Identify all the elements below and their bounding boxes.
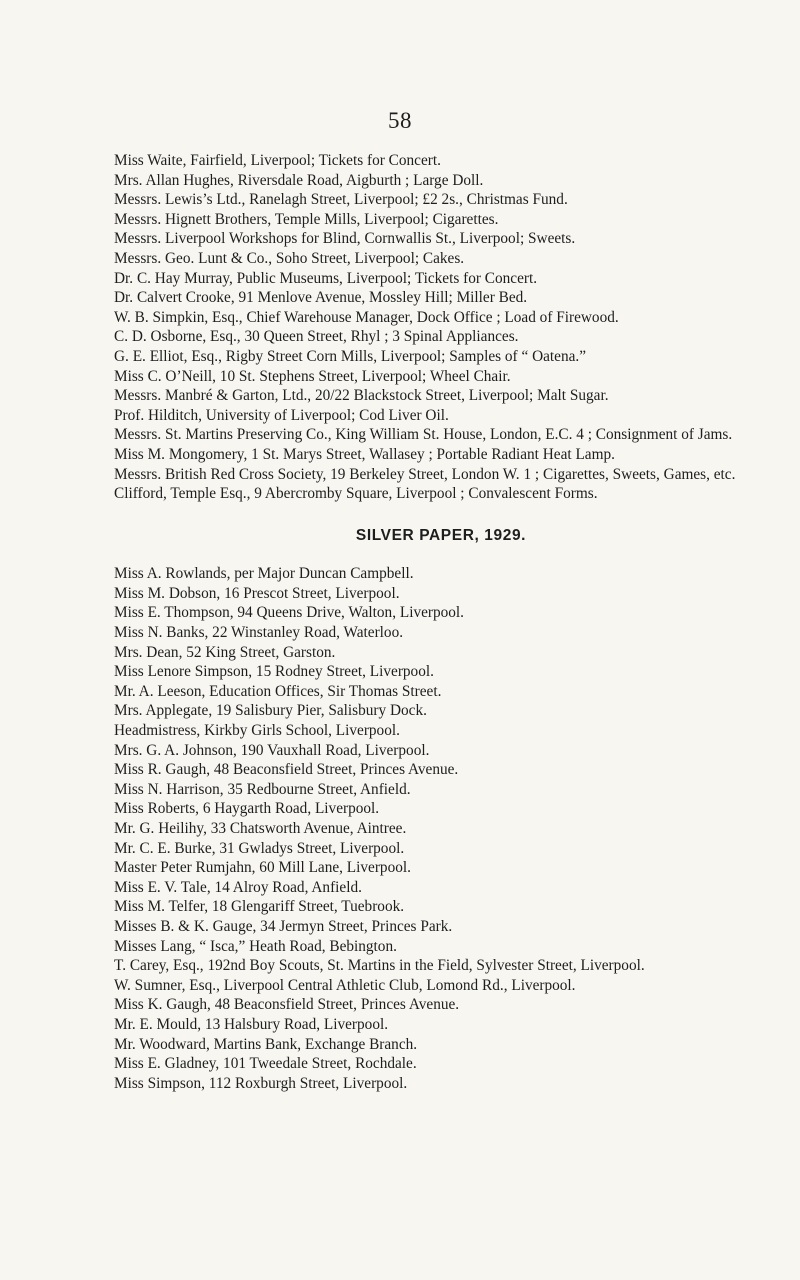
donation-entry: Miss C. O’Neill, 10 St. Stephens Street, Liverpool; Wheel Chair. bbox=[114, 367, 511, 385]
donation-entry: Clifford, Temple Esq., 9 Abercromby Square, Liverpool ; Convalescent Forms. bbox=[114, 485, 598, 503]
silver-paper-entry: Miss M. Dobson, 16 Prescot Street, Liverpool. bbox=[114, 584, 400, 602]
donation-entry: C. D. Osborne, Esq., 30 Queen Street, Rhyl ; 3 Spinal Appliances. bbox=[114, 328, 519, 346]
donation-entry: Messrs. Manbré & Garton, Ltd., 20/22 Blackstock Street, Liverpool; Malt Sugar. bbox=[114, 387, 609, 405]
silver-paper-entry: Mrs. G. A. Johnson, 190 Vauxhall Road, Liverpool. bbox=[114, 741, 430, 759]
silver-paper-entry: Master Peter Rumjahn, 60 Mill Lane, Liverpool. bbox=[114, 859, 411, 877]
donation-entry: Mrs. Allan Hughes, Riversdale Road, Aigburth ; Large Doll. bbox=[114, 171, 484, 189]
silver-paper-entry: Misses B. & K. Gauge, 34 Jermyn Street, Princes Park. bbox=[114, 917, 453, 935]
donation-entry: Miss Waite, Fairfield, Liverpool; Tickets for Concert. bbox=[114, 152, 441, 169]
silver-paper-entry: Miss A. Rowlands, per Major Duncan Campbell. bbox=[114, 565, 414, 583]
silver-paper-entry: Miss R. Gaugh, 48 Beaconsfield Street, Princes Avenue. bbox=[114, 761, 459, 779]
donation-entry: W. B. Simpkin, Esq., Chief Warehouse Manager, Dock Office ; Load of Firewood. bbox=[114, 308, 619, 326]
silver-paper-entry: Mr. G. Heilihy, 33 Chatsworth Avenue, Aintree. bbox=[114, 820, 407, 837]
silver-paper-entry: Miss Lenore Simpson, 15 Rodney Street, Liverpool. bbox=[114, 663, 434, 681]
donation-entry: Messrs. Hignett Brothers, Temple Mills, Liverpool; Cigarettes. bbox=[114, 210, 499, 228]
silver-paper-entry: Misses Lang, “ Isca,” Heath Road, Bebington. bbox=[114, 937, 397, 955]
silver-paper-entry: T. Carey, Esq., 192nd Boy Scouts, St. Martins in the Field, Sylvester Street, Liverpool. bbox=[114, 957, 645, 975]
donation-entry: G. E. Elliot, Esq., Rigby Street Corn Mills, Liverpool; Samples of “ Oatena.” bbox=[114, 347, 587, 365]
silver-paper-entry: Mrs. Dean, 52 King Street, Garston. bbox=[114, 643, 336, 661]
donation-entry: Messrs. Geo. Lunt & Co., Soho Street, Liverpool; Cakes. bbox=[114, 249, 465, 267]
silver-paper-entry: Mr. Woodward, Martins Bank, Exchange Branch. bbox=[114, 1035, 418, 1053]
donation-entry: Dr. Calvert Crooke, 91 Menlove Avenue, Mossley Hill; Miller Bed. bbox=[114, 289, 528, 307]
donation-entry: Prof. Hilditch, University of Liverpool; Cod Liver Oil. bbox=[114, 406, 449, 424]
donation-entry: Messrs. Lewis’s Ltd., Ranelagh Street, Liverpool; £2 2s., Christmas Fund. bbox=[114, 191, 568, 209]
donations-list bbox=[114, 151, 768, 504]
silver-paper-entry: Mr. E. Mould, 13 Halsbury Road, Liverpool. bbox=[114, 1015, 389, 1033]
document-body bbox=[114, 151, 768, 1093]
silver-paper-entry: Miss N. Banks, 22 Winstanley Road, Waterloo. bbox=[114, 624, 404, 642]
silver-paper-entry: W. Sumner, Esq., Liverpool Central Athletic Club, Lomond Rd., Liverpool. bbox=[114, 976, 576, 994]
silver-paper-entry: Miss E. Gladney, 101 Tweedale Street, Rochdale. bbox=[114, 1055, 417, 1073]
donation-entry: Dr. C. Hay Murray, Public Museums, Liverpool; Tickets for Concert. bbox=[114, 269, 538, 287]
donation-entry: Messrs. British Red Cross Society, 19 Berkeley Street, London W. 1 ; Cigarettes, Sweets, Games, etc. bbox=[114, 465, 736, 483]
silver-paper-entry: Miss N. Harrison, 35 Redbourne Street, Anfield. bbox=[114, 780, 411, 798]
silver-paper-entry: Mr. A. Leeson, Education Offices, Sir Thomas Street. bbox=[114, 682, 442, 700]
silver-paper-entry: Miss E. V. Tale, 14 Alroy Road, Anfield. bbox=[114, 878, 362, 896]
donation-entry: Miss M. Mongomery, 1 St. Marys Street, Wallasey ; Portable Radiant Heat Lamp. bbox=[114, 445, 615, 463]
silver-paper-entry: Miss Simpson, 112 Roxburgh Street, Liverpool. bbox=[114, 1074, 408, 1092]
silver-paper-entry: Mrs. Applegate, 19 Salisbury Pier, Salisbury Dock. bbox=[114, 702, 427, 720]
silver-paper-list bbox=[114, 564, 768, 1093]
silver-paper-entry: Miss E. Thompson, 94 Queens Drive, Walton, Liverpool. bbox=[114, 604, 464, 622]
section-heading: SILVER PAPER, 1929. bbox=[355, 526, 527, 544]
silver-paper-entry: Miss K. Gaugh, 48 Beaconsfield Street, Princes Avenue. bbox=[114, 996, 460, 1014]
page-number: 58 bbox=[388, 108, 412, 133]
silver-paper-entry: Miss Roberts, 6 Haygarth Road, Liverpool. bbox=[114, 800, 380, 818]
silver-paper-entry: Headmistress, Kirkby Girls School, Liverpool. bbox=[114, 722, 400, 740]
silver-paper-entry: Mr. C. E. Burke, 31 Gwladys Street, Liverpool. bbox=[114, 839, 405, 857]
donation-entry: Messrs. Liverpool Workshops for Blind, Cornwallis St., Liverpool; Sweets. bbox=[114, 230, 576, 248]
silver-paper-entry: Miss M. Telfer, 18 Glengariff Street, Tuebrook. bbox=[114, 898, 405, 916]
donation-entry: Messrs. St. Martins Preserving Co., King William St. House, London, E.C. 4 ; Consignment of Jams. bbox=[114, 426, 733, 444]
